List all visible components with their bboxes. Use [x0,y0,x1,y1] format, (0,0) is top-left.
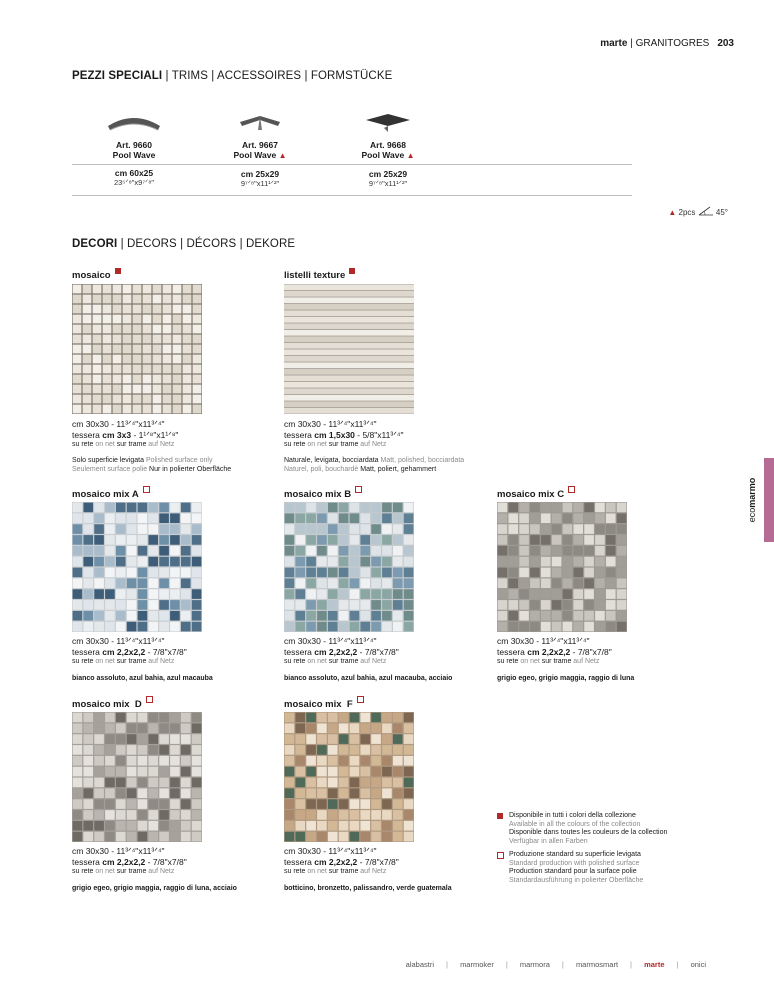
item-title: mosaico mix F [284,696,364,710]
hollow-square-marker-icon [357,696,364,703]
item-size: cm 30x30 - 11³ᐟ⁴"x11³ᐟ⁴" [284,846,377,856]
angle-cut-icon [698,208,716,217]
item-info [72,636,262,684]
item-title: mosaico mix B [284,486,362,500]
item-info [284,419,474,474]
item-size: cm 30x30 - 11³ᐟ⁴"x11³ᐟ⁴" [72,846,165,856]
mosaic-mix-tile-image [284,712,414,842]
header-separator: | [627,38,636,49]
item-tessera: tessera cm 2,2x2,2 - 7/8"x7/8" [284,646,399,657]
item-colors: grigio egeo, grigio maggia, raggio di luna [497,674,635,682]
trim-name: Pool Wave [112,150,156,160]
mosaic-mix-tile-image [72,712,202,842]
legend [497,812,677,890]
decori-title [72,238,295,250]
listelli-tile-image [284,284,414,414]
hollow-square-marker-icon [568,486,575,493]
mosaic-mix-tile-image [284,502,414,632]
trim-art: Art. 9668 [370,140,406,150]
full-square-marker-icon [497,813,503,819]
trims-title-bold: PEZZI SPECIALI [72,70,163,82]
trim-inch: 9⁷ᐟ⁸"x11¹ᐟ²" [368,179,408,188]
item-description: Solo superficie levigata Polished surface only Seulement surface polie Nur in polierter Oberfläche [72,456,232,473]
item-tessera: tessera cm 2,2x2,2 - 7/8"x7/8" [72,646,187,657]
item-info [284,636,474,684]
two-pieces-flag: ▲ [406,151,415,160]
two-pieces-flag: ▲ [278,151,287,160]
mosaic-mix-tile-image [497,502,627,632]
trim-art: Art. 9667 [242,140,278,150]
full-square-marker-icon [349,268,355,274]
item-tessera: tessera cm 1,5x30 - 5/8"x11³ᐟ⁴" [284,429,404,440]
mosaic-tile-image [72,284,202,414]
item-net: su rete on net sur trame auf Netz [72,658,175,665]
page-header [600,38,734,49]
footer-link-active[interactable]: marte [644,960,665,969]
footer-link[interactable]: alabastri [405,960,435,969]
item-colors: botticino, bronzetto, palissandro, verde guatemala [284,884,452,892]
trims-title [72,70,392,82]
item-size: cm 30x30 - 11³ᐟ⁴"x11³ᐟ⁴" [72,636,165,646]
pool-wave-shape-icon [86,108,182,136]
trim-size: cm 25x29 [240,169,280,179]
item-title: mosaico mix D [72,696,153,710]
item-description: Naturale, levigata, bocciardata Matt, polished, bocciardata Naturel, poli, bouchardé Matt, poliert, gehammert [284,456,465,473]
collection-name: GRANITOGRES [635,38,710,49]
trim-item [86,108,182,188]
mosaic-mix-tile-image [72,502,202,632]
item-tessera: tessera cm 2,2x2,2 - 7/8"x7/8" [497,646,612,657]
trim-size: cm 60x25 [114,168,154,178]
item-colors: bianco assoluto, azul bahia, azul macauba [72,674,213,682]
item-info [72,846,262,894]
item-title: listelli texture [284,268,355,281]
footer-link[interactable]: marmosmart [575,960,619,969]
hollow-square-marker-icon [146,696,153,703]
item-tessera: tessera cm 3x3 - 1¹ᐟ⁸"x1¹ᐟ⁸" [72,429,179,440]
item-colors: bianco assoluto, azul bahia, azul macauba, acciaio [284,674,453,682]
decori-title-rest: | DECORS | DÉCORS | DEKORE [117,238,296,250]
legend-row-hollow: Produzione standard su superficie levigata Standard production with polished surface Production standard pour la surface polie Standardausführung in polierter Oberfläche [497,851,677,885]
hollow-square-marker-icon [355,486,362,493]
trim-name: Pool Wave [361,150,405,160]
footer-link[interactable]: marmoker [460,960,494,969]
item-title: mosaico mix A [72,486,150,500]
item-net: su rete on net sur trame auf Netz [497,658,600,665]
item-colors: grigio egeo, grigio maggia, raggio di luna, acciaio [72,884,237,892]
side-label: ecomarmo [747,477,757,523]
item-net: su rete on net sur trame auf Netz [284,868,387,875]
trim-note-text: 2pcs [678,208,696,217]
pool-wave-corner-shape-icon [212,108,308,136]
item-info [72,419,262,474]
item-tessera: tessera cm 2,2x2,2 - 7/8"x7/8" [284,856,399,867]
full-square-marker-icon [115,268,121,274]
item-net: su rete on net sur trame auf Netz [284,441,387,448]
trim-inch: 23⁵ᐟ⁸"x9⁷ᐟ⁸" [113,178,155,187]
item-net: su rete on net sur trame auf Netz [72,868,175,875]
trim-item [340,108,436,189]
item-net: su rete on net sur trame auf Netz [72,441,175,448]
trim-inch: 9⁷ᐟ⁸"x11¹ᐟ²" [240,179,280,188]
item-size: cm 30x30 - 11³ᐟ⁴"x11³ᐟ⁴" [497,636,590,646]
item-size: cm 30x30 - 11³ᐟ⁴"x11³ᐟ⁴" [284,636,377,646]
footer-nav: alabastri | marmoker | marmora | marmosmart | marte | onici [405,960,706,969]
brand-name: marte [600,38,628,49]
footer-link[interactable]: onici [690,960,706,969]
hollow-square-marker-icon [497,852,504,859]
trim-name: Pool Wave [233,150,277,160]
item-title: mosaico [72,268,121,281]
trim-art: Art. 9660 [116,140,152,150]
legend-row-full: Disponibile in tutti i colori della collezione Available in all the colours of the collection Disponible dans toutes les couleurs de la collection Verfügbar in allen Farben [497,812,677,846]
trim-size: cm 25x29 [368,169,408,179]
page-number: 203 [717,38,734,49]
decori-title-bold: DECORI [72,238,118,250]
item-tessera: tessera cm 2,2x2,2 - 7/8"x7/8" [72,856,187,867]
item-info [284,846,474,894]
item-size: cm 30x30 - 11³ᐟ⁴"x11³ᐟ⁴" [72,419,165,429]
footer-link[interactable]: marmora [519,960,550,969]
item-net: su rete on net sur trame auf Netz [284,658,387,665]
divider [72,195,632,196]
pool-wave-angle-shape-icon [340,108,436,136]
item-info [497,636,687,684]
trim-note-angle: 45° [715,208,728,217]
item-title: mosaico mix C [497,486,575,500]
trim-item [212,108,308,189]
divider [72,164,632,165]
red-triangle-icon: ▲ [668,208,677,217]
trim-note [668,206,728,217]
side-tab [764,458,774,542]
hollow-square-marker-icon [143,486,150,493]
item-size: cm 30x30 - 11³ᐟ⁴"x11³ᐟ⁴" [284,419,377,429]
trims-title-rest: | TRIMS | ACCESSOIRES | FORMSTÜCKE [162,70,393,82]
